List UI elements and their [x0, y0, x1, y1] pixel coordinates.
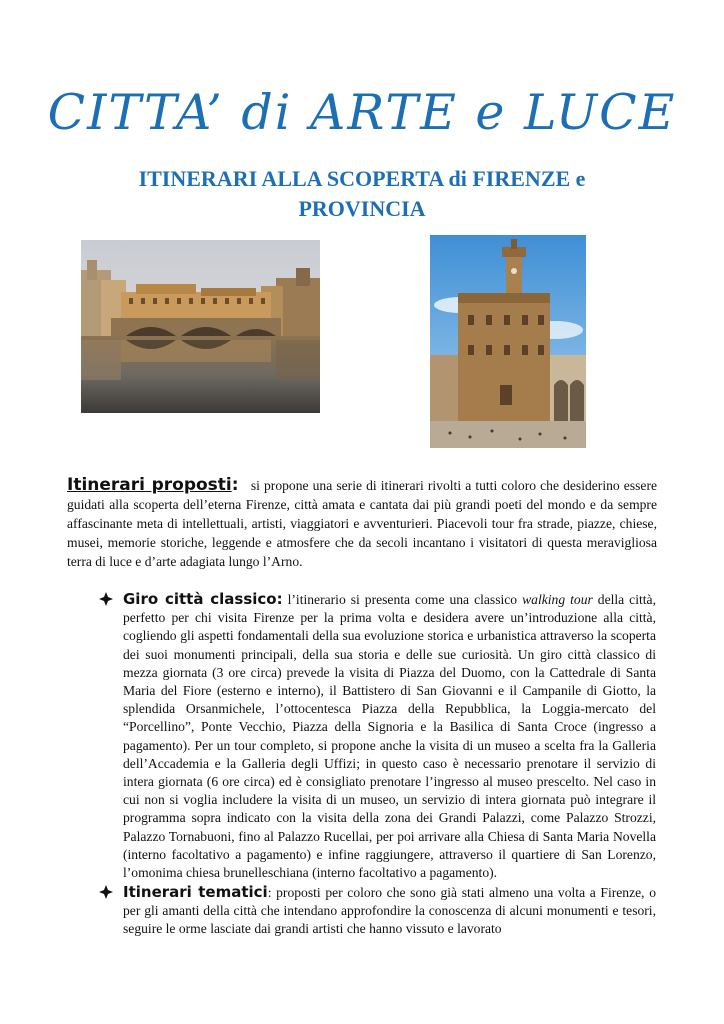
document-subtitle: ITINERARI ALLA SCOPERTA di FIRENZE e PROVINCIA	[138, 166, 586, 221]
bullet-heading: Itinerari tematici	[123, 883, 268, 901]
bullet-text: proposti per coloro che sono già stati almeno una volta a Firenze, o per gli amanti della città che intendano approfondire la conoscenza di alcuni monumenti e tesori, seguire le orme lasciate dai grandi artisti che hanno vissuto e lavorato	[123, 885, 656, 937]
ponte-vecchio-photo	[81, 240, 320, 413]
palazzo-vecchio-photo	[430, 235, 586, 448]
intro-heading: Itinerari proposti	[67, 475, 232, 495]
bullet-heading: Giro città classico:	[123, 590, 283, 608]
intro-text: si propone una serie di itinerari rivolti a tutti coloro che desiderino essere guidati alla scoperta dell’eterna Firenze, città amata e cantata dai più grandi poeti del mondo e da sempre affascinante meta di intellettuali, artisti, viaggiatori e avventurieri. Piacevoli tour fra strade, piazze, chiese, musei, memorie storiche, leggende e atmosfere che da secoli incantano i visitatori di questa meravigliosa terra di luce e d’arte adagiata lungo l’Arno.	[67, 478, 657, 569]
document-title: CITTA’ di ARTE e LUCE	[47, 84, 677, 141]
intro-paragraph	[67, 476, 657, 571]
bullet-text: della città, perfetto per chi visita Firenze per la prima volta e desidera avere un’introduzione alla città, cogliendo gli aspetti fondamentali della sua evoluzione storica e urbanistica attraverso la scoperta dei suoi monumenti principali, della sua storia e delle sue curiosità. Un giro città classico di mezza giornata (3 ore circa) prevede la visita di Piazza del Duomo, con la Cattedrale di Santa Maria del Fiore (esterno e interno), il Battistero di San Giovanni e il Campanile di Giotto, la splendida Orsanmichele, l’ottocentesca Piazza della Repubblica, la Loggia-mercato del “Porcellino”, Ponte Vecchio, Piazza della Signoria e la Basilica di Santa Croce (ingresso a pagamento). Per un tour completo, si propone anche la visita di un museo a scelta fra la Galleria dell’Accademia e la Galleria degli Uffizi; in questo caso è necessario prenotare il servizio di intera giornata (6 ore circa) ed è consigliato prenotare l’ingresso al museo prescelto. Nel caso in cui non si voglia includere la visita di un museo, un servizio di intera giornata può integrare il programma sopra indicato con la visita della zona dei Grandi Palazzi, come Palazzo Strozzi, Palazzo Tornabuoni, fino al Palazzo Rucellai, per poi arrivare alla Chiesa di Santa Maria Novella (interno facoltativo a pagamento) e infine raggiungere, attraverso il quartiere di San Lorenzo, l’omonima chiesa brunelleschiana (interno facoltativo a pagamento).	[123, 592, 656, 881]
diamond-bullet-icon	[99, 885, 113, 899]
bullet-text: l’itinerario si presenta come una classico	[287, 592, 518, 607]
bullet-item	[123, 883, 656, 939]
bullet-text-italic: walking tour	[522, 592, 593, 607]
diamond-bullet-icon	[99, 592, 113, 606]
bullet-heading-colon: :	[267, 885, 272, 900]
intro-heading-colon: :	[231, 475, 239, 495]
bullet-item	[123, 590, 656, 882]
